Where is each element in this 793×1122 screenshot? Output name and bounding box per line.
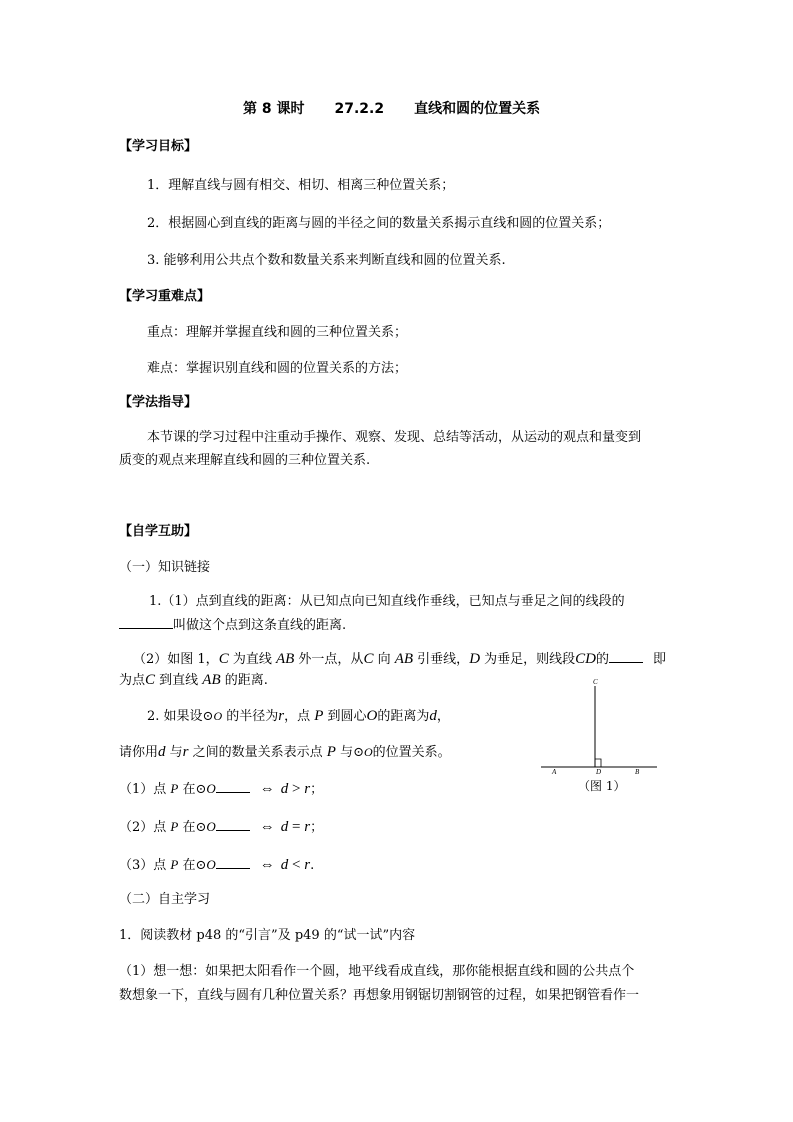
relation-var: r [304,857,311,873]
goal-item: 1．理解直线与圆有相交、相切、相离三种位置关系； [147,178,455,193]
relation-operator: > [288,781,305,797]
q3-var: O [366,708,378,724]
think-paragraph-line: 数想象一下，直线与圆有几种位置关系？再想象用钢锯切割钢管的过程，如果把钢管看作一 [119,988,640,1003]
q2-var: D [469,651,481,667]
q3-text: ， [436,709,450,724]
relation-var: P [170,819,179,834]
relation-label: （2）点 [119,820,171,835]
part1-title: （一）知识链接 [119,560,211,575]
section-number: 27.2.2 [334,101,385,117]
iff-arrow: ⇔ [259,819,275,835]
q2-var: C [218,651,229,667]
question-3-line-2 [119,744,451,761]
point-label-c: C [593,678,598,686]
answer-blank[interactable] [216,856,250,869]
relation-operator: < [288,857,305,873]
q3-text: 的距离为 [377,709,430,724]
relation-end: . [310,858,315,873]
question-3-line-1 [147,708,450,725]
iff-arrow: ⇔ [259,781,275,797]
question-2-line-1 [133,650,666,668]
question-2-line-2 [119,672,268,689]
q3-var: r [182,744,189,760]
relation-var: O [206,781,216,796]
q2-text: 外一点，从 [294,652,364,667]
q3-var: O [213,709,223,723]
question-1-line-2 [119,616,346,634]
answer-blank[interactable] [609,650,643,663]
relation-row [119,780,323,798]
part2-title: （二）自主学习 [119,892,211,907]
q3-var: P [314,708,324,724]
lesson-topic: 直线和圆的位置关系 [414,101,541,117]
method-paragraph-line: 质变的观点来理解直线和圆的三种位置关系. [119,453,371,468]
relation-label: 在⊙ [178,820,207,835]
point-label-b: B [635,768,640,774]
goal-item: 3. 能够利用公共点个数和数量关系来判断直线和圆的位置关系. [147,253,506,268]
relation-label: （3）点 [119,858,171,873]
point-label-d: D [596,768,602,774]
relation-var: r [304,819,311,835]
answer-blank[interactable] [216,818,250,831]
relation-var: O [206,857,216,872]
relation-row [119,818,323,836]
q2-text: 向 [373,652,395,667]
q3-var: r [278,708,285,724]
q3-text: 的半径为 [222,709,279,724]
think-paragraph-line: （1）想一想：如果把太阳看作一个圆，地平线看成直线，那你能根据直线和圆的公共点个 [119,964,635,979]
keypoint-item: 重点：理解并掌握直线和圆的三种位置关系； [147,325,408,340]
q3-text: 之间的数量关系表示点 [188,745,327,760]
q2-var: AB [275,651,295,667]
relation-label: 在⊙ [178,858,207,873]
relation-var: P [170,857,179,872]
q2-text: 的 [596,652,610,667]
figure-1-caption: （图 1） [578,779,626,793]
q3-text: ，点 [284,709,315,724]
question-1-line-1 [149,594,625,610]
q2-var: AB [394,651,414,667]
relation-label: 在⊙ [178,782,207,797]
q2-text: 的距离. [220,673,268,688]
relation-end: ； [310,820,324,835]
selfstudy-heading: 【自学互助】 [119,524,198,539]
relation-var: d [280,781,289,797]
method-paragraph-line: 本节课的学习过程中注重动手操作、观察、发现、总结等活动，从运动的观点和量变到 [147,430,642,445]
relation-operator: = [288,819,305,835]
goal-item: 2．根据圆心到直线的距离与圆的半径之间的数量关系揭示直线和圆的位置关系； [147,216,611,231]
q3-var: d [158,744,166,760]
reading-task: 1．阅读教材 p48 的“引言”及 p49 的“试一试”内容 [119,928,416,943]
q3-var: O [363,745,373,759]
q3-var: d [429,708,437,724]
answer-blank[interactable] [216,780,250,793]
q3-var: P [326,744,336,760]
q3-text: 到圆心 [323,709,367,724]
q2-var: C [363,651,374,667]
right-angle-mark [595,759,601,767]
q3-text: 请你用 [119,745,159,760]
question-1-suffix: 叫做这个点到这条直线的距离. [173,618,347,633]
question-1-text: 1.（1）点到直线的距离：从已知点向已知直线作垂线，已知点与垂足之间的线段的 [149,594,625,609]
relation-var: d [280,857,289,873]
page-title [243,101,540,117]
relation-var: d [280,819,289,835]
q3-text: 2. 如果设⊙ [147,709,214,724]
lesson-number: 第 8 课时 [243,101,305,117]
point-label-a: A [552,768,557,774]
keypoint-item: 难点：掌握识别直线和圆的位置关系的方法； [147,361,408,376]
q2-text: 为直线 [228,652,276,667]
iff-arrow: ⇔ [259,857,275,873]
q2-text: 引垂线， [413,652,470,667]
method-heading: 【学法指导】 [119,395,198,410]
q3-text: 与⊙ [335,745,364,760]
q2-text: 为垂足，则线段 [480,652,576,667]
q2-text: 到直线 [155,673,203,688]
relation-var: r [304,781,311,797]
goals-heading: 【学习目标】 [119,139,198,154]
relation-end: ； [310,782,324,797]
q2-text: （2）如图 1， [133,652,219,667]
relation-var: O [206,819,216,834]
relation-row [119,856,314,874]
relation-label: （1）点 [119,782,171,797]
keypoints-heading: 【学习重难点】 [119,289,211,304]
q2-var: C [145,672,156,688]
relation-var: P [170,781,179,796]
q3-text: 的位置关系。 [372,745,451,760]
q2-text: 为点 [119,673,146,688]
q2-var: CD [575,651,597,667]
q2-text: 即 [653,652,667,667]
answer-blank[interactable] [119,616,173,629]
figure-1-diagram [535,674,665,774]
q3-text: 与 [165,745,183,760]
q2-var: AB [202,672,221,688]
